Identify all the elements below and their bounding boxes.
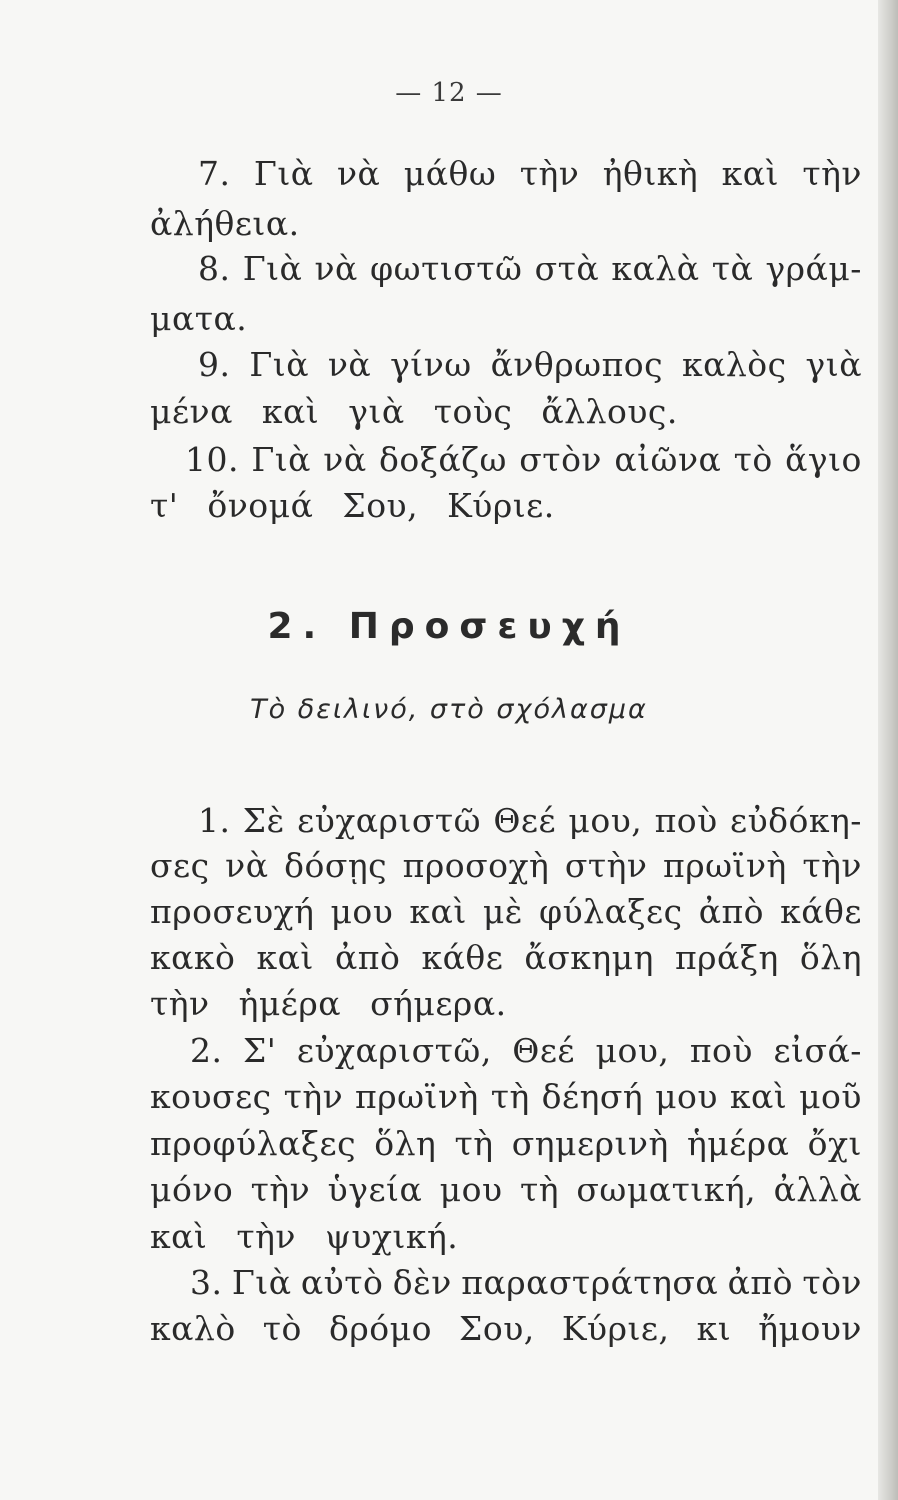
word: προφύλαξες (150, 1124, 357, 1163)
word: ἀπὸ (698, 892, 765, 931)
word: τὰ (711, 249, 754, 288)
section-heading: 2. Προσευχή (267, 606, 631, 647)
text-line (150, 388, 678, 436)
word: τὴν (283, 1077, 344, 1116)
word: καλὸ (150, 1309, 236, 1348)
word: γιὰ (805, 345, 862, 384)
word: Γιὰ (242, 249, 303, 288)
word: ἡμέρα (686, 1124, 790, 1163)
word: Γιὰ (251, 440, 311, 479)
word: νὰ (336, 154, 381, 193)
word: τὴν (802, 154, 862, 193)
word: ὅλη (799, 938, 862, 977)
word: καὶ (409, 892, 467, 931)
text-line (150, 200, 862, 248)
word: μου (439, 1170, 503, 1209)
word: καὶ (721, 154, 779, 193)
word: στὸν (519, 440, 602, 479)
text-line (150, 888, 862, 936)
text-line (150, 1166, 862, 1214)
word: εὐδόκη- (729, 801, 862, 840)
word: 1. (198, 801, 231, 840)
word: μου, (568, 801, 643, 840)
word: 2. (190, 1031, 223, 1070)
word: μάθω (403, 154, 497, 193)
word: 7. (198, 154, 231, 193)
word: τ' (150, 486, 179, 525)
text-line (198, 341, 862, 389)
word: μου (655, 1077, 718, 1116)
word: γιὰ (348, 392, 405, 431)
section-subheading: Τὸ δειλινό, στὸ σχόλασμα (250, 694, 648, 725)
word: κι (696, 1309, 732, 1348)
text-line (185, 436, 862, 484)
text-line (150, 295, 862, 343)
word: νὰ (327, 345, 372, 384)
word: νὰ (323, 440, 367, 479)
word: Θεέ (493, 801, 557, 840)
word: Σου, (459, 1309, 535, 1348)
word: σωματική, (576, 1170, 757, 1209)
word: Σου, (342, 486, 419, 525)
word: παραστράτησα (461, 1263, 719, 1302)
word: Κύριε, (561, 1309, 670, 1348)
word: Σὲ (242, 801, 285, 840)
text-line (150, 482, 555, 530)
word: τὴ (454, 1124, 494, 1163)
word: εὐχαριστῶ (297, 801, 482, 840)
word: μὲ (482, 892, 523, 931)
word: Γιὰ (231, 1263, 292, 1302)
word: σήμερα. (370, 984, 507, 1023)
word: τὴν (250, 1170, 311, 1209)
word: τὸ (262, 1309, 302, 1348)
word: καὶ (261, 392, 320, 431)
word: κάθε (421, 938, 504, 977)
word: τὸν (802, 1263, 862, 1302)
word: αἰῶνα (614, 440, 722, 479)
word: μοῦ (799, 1077, 862, 1116)
word: Θεέ (512, 1031, 576, 1070)
text-line (150, 980, 507, 1028)
word: πρωϊνὴ (355, 1077, 479, 1116)
word: καὶ (729, 1077, 788, 1116)
word: ὄνομά (207, 486, 314, 525)
word: ὄχι (807, 1124, 862, 1163)
word: μόνο (150, 1170, 234, 1209)
word: τὸ (733, 440, 773, 479)
word: Σ' (242, 1031, 277, 1070)
word: δὲν (392, 1263, 452, 1302)
word: ἀλήθεια. (150, 204, 300, 243)
word: ἀλλὰ (773, 1170, 862, 1209)
word: ματα. (150, 299, 248, 338)
word: σες (150, 846, 210, 885)
word: ὅλη (374, 1124, 437, 1163)
word: φωτιστῶ (370, 249, 523, 288)
text-line (198, 245, 862, 293)
word: καὶ (256, 938, 314, 977)
text-line (198, 150, 862, 198)
word: ἄσκημη (524, 938, 654, 977)
text-line (150, 934, 862, 982)
word: μου, (595, 1031, 670, 1070)
word: προσοχὴ (402, 846, 550, 885)
word: ἠθικὴ (602, 154, 699, 193)
word: δοξάζω (378, 440, 507, 479)
word: Κύριε. (447, 486, 555, 525)
word: 10. (185, 440, 239, 479)
word: δέησή (541, 1077, 644, 1116)
page-number: — 12 — (395, 78, 503, 108)
word: εὐχαριστῶ, (296, 1031, 492, 1070)
word: προσευχή (150, 892, 315, 931)
text-line (150, 1305, 862, 1353)
word: ὑγεία (327, 1170, 423, 1209)
text-line (150, 1073, 862, 1121)
word: πρωϊνὴ (663, 846, 787, 885)
text-line (150, 1213, 459, 1261)
word: ἄνθρωπος (490, 345, 664, 384)
word: σημερινὴ (511, 1124, 669, 1163)
word: Γιὰ (253, 154, 314, 193)
text-line (198, 797, 862, 845)
word: ποὺ (654, 801, 718, 840)
word: γίνω (390, 345, 472, 384)
word: ἀπὸ (334, 938, 401, 977)
word: εἰσά- (773, 1031, 862, 1070)
text-line (150, 1120, 862, 1168)
word: τὴν (150, 984, 210, 1023)
text-line (150, 842, 862, 890)
word: τοὺς (433, 392, 513, 431)
word: ἤμουν (758, 1309, 862, 1348)
word: ποὺ (689, 1031, 753, 1070)
word: καλὸς (681, 345, 787, 384)
word: 3. (190, 1263, 223, 1302)
word: τὴν (519, 154, 580, 193)
word: τὴν (236, 1217, 296, 1256)
word: νὰ (225, 846, 269, 885)
word: στὰ (534, 249, 600, 288)
word: 9. (198, 345, 231, 384)
word: κάθε (780, 892, 862, 931)
word: ἀπὸ (727, 1263, 793, 1302)
word: Γιὰ (249, 345, 309, 384)
word: τὴ (519, 1170, 559, 1209)
page-spine-edge (878, 0, 898, 1500)
word: στὴν (564, 846, 648, 885)
word: καὶ (150, 1217, 208, 1256)
word: κουσες (150, 1077, 272, 1116)
word: τὴν (802, 846, 862, 885)
word: ἡμέρα (238, 984, 342, 1023)
word: αὐτὸ (300, 1263, 384, 1302)
word: δρόμο (328, 1309, 432, 1348)
word: νὰ (314, 249, 358, 288)
text-line (190, 1027, 862, 1075)
word: ψυχική. (324, 1217, 459, 1256)
word: τὴ (490, 1077, 530, 1116)
word: γράμ- (765, 249, 862, 288)
word: δόσῃς (284, 846, 388, 885)
word: κακὸ (150, 938, 236, 977)
word: ἄλλους. (541, 392, 678, 431)
word: πράξη (674, 938, 779, 977)
word: μου (330, 892, 394, 931)
word: μένα (150, 392, 233, 431)
text-line (190, 1259, 862, 1307)
word: ἅγιο (785, 440, 862, 479)
word: φύλαξες (539, 892, 683, 931)
word: καλὰ (611, 249, 700, 288)
word: 8. (198, 249, 231, 288)
